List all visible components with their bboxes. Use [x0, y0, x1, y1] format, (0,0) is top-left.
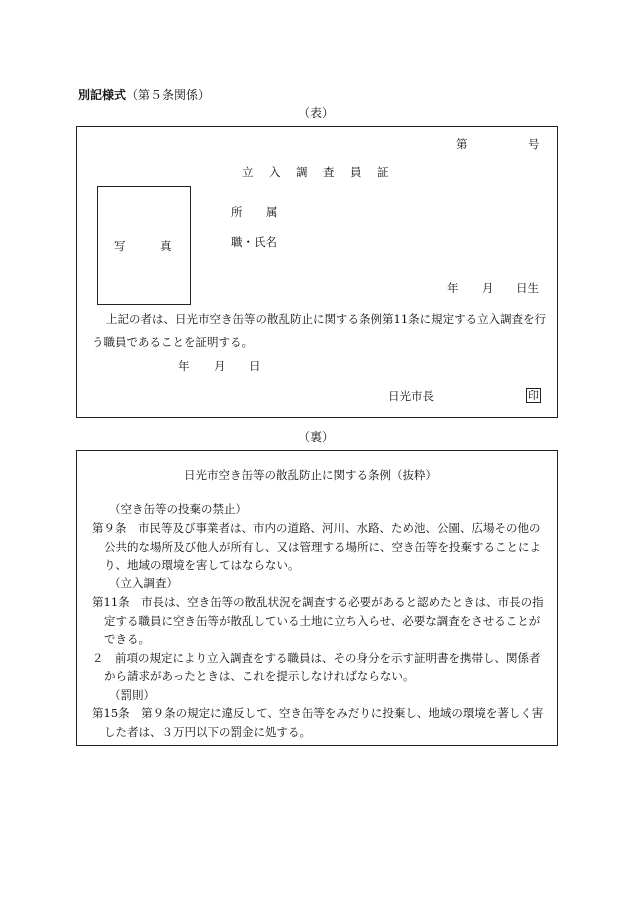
- birth-month: 月: [482, 281, 494, 295]
- article-line: 第９条 市民等及び事業者は、市内の道路、河川、水路、ため池、公園、広場その他の: [92, 521, 541, 535]
- photo-box: [97, 186, 191, 305]
- birth-year: 年: [447, 281, 459, 295]
- form-label: 別記様式: [78, 88, 127, 102]
- affiliation-char: 所: [231, 205, 243, 219]
- affiliation-char: 属: [266, 205, 278, 219]
- article-line: した者は、３万円以下の罰金に処する。: [104, 725, 311, 739]
- article-line: ２ 前項の規定により立入調査をする職員は、その身分を示す証明書を携帯し、関係者: [92, 651, 541, 665]
- form-relation: （第５条関係）: [126, 88, 211, 102]
- card-title-char: 立: [242, 165, 254, 179]
- front-label: （表）: [298, 106, 335, 120]
- form-header: [78, 86, 210, 103]
- photo-label-char: 真: [160, 239, 172, 253]
- article-line: できる。: [104, 632, 150, 646]
- card-title-char: 入: [269, 165, 281, 179]
- issuer: 日光市長: [388, 389, 434, 403]
- birth-day: 日生: [516, 281, 539, 295]
- seal-mark: 印: [528, 389, 539, 402]
- cert-line: 上記の者は、日光市空き缶等の散乱防止に関する条例第11条に規定する立入調査を行: [106, 312, 547, 326]
- photo-label-char: 写: [114, 239, 126, 253]
- article-heading: （空き缶等の投棄の禁止）: [109, 502, 247, 516]
- number-dai: 第: [456, 137, 468, 151]
- back-title: 日光市空き缶等の散乱防止に関する条例（抜粋）: [184, 468, 437, 482]
- name-title: 職・氏名: [231, 235, 277, 249]
- card-title-char: 調: [296, 165, 308, 179]
- number-go: 号: [528, 137, 540, 151]
- article-line: から請求があったときは、これを提示しなければならない。: [104, 669, 415, 683]
- card-title-char: 証: [377, 165, 389, 179]
- back-label: （裏）: [298, 430, 335, 444]
- card-title-char: 員: [350, 165, 362, 179]
- article-line: 定する職員に空き缶等が散乱している土地に立ち入らせ、必要な調査をさせることが: [104, 614, 541, 628]
- article-heading: （立入調査）: [109, 576, 178, 590]
- card-title-char: 査: [323, 165, 335, 179]
- article-line: り、地域の環境を害してはならない。: [104, 558, 300, 572]
- issue-day: 日: [249, 359, 261, 373]
- article-line: 公共的な場所及び他人が所有し、又は管理する場所に、空き缶等を投棄することによ: [104, 540, 541, 554]
- cert-line: う職員であることを証明する。: [92, 335, 253, 349]
- article-heading: （罰則）: [109, 688, 155, 702]
- issue-month: 月: [214, 359, 226, 373]
- issue-year: 年: [178, 359, 190, 373]
- article-line: 第15条 第９条の規定に違反して、空き缶等をみだりに投棄し、地域の環境を著しく害: [92, 706, 544, 720]
- article-line: 第11条 市長は、空き缶等の散乱状況を調査する必要があると認めたときは、市長の指: [92, 595, 544, 609]
